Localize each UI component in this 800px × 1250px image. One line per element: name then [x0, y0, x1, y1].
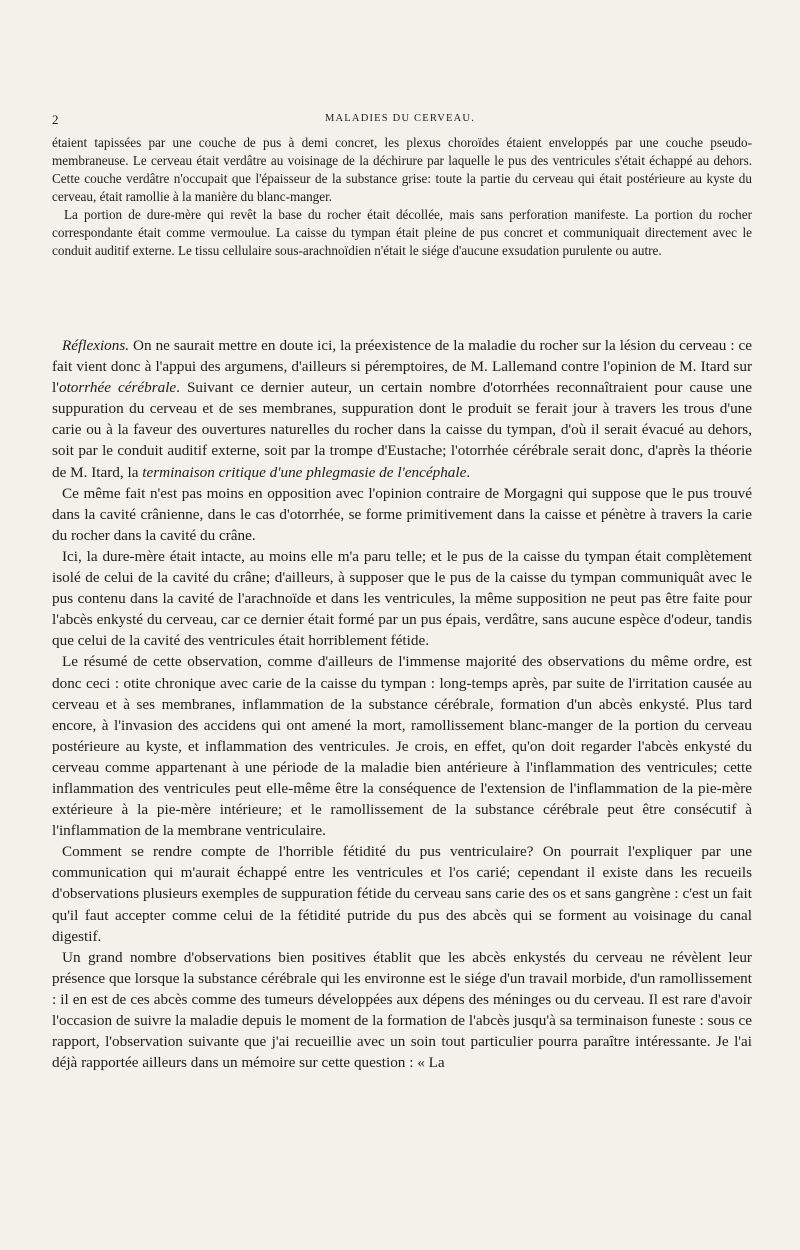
body-paragraph: Le résumé de cette observation, comme d'ailleurs de l'immense majorité des observations du même ordre, est donc ceci : otite chronique avec carie de la caisse du tympan : long-temps après, par suite de l'irritation causée au cerveau et à ses membranes, inflammation de la substance cérébrale, formation d'un abcès enkysté. Plus tard encore, à l'invasion des accidens qui ont amené la mort, ramollissement blanc-manger de la portion du cerveau postérieure au kyste, et inflammation des ventricules. Je crois, en effet, qu'on doit regarder l'abcès enkysté du cerveau comme appartenant à une période de la maladie bien antérieure à l'inflammation des ventricules; cette inflammation des ventricules peut elle-même être la conséquence de l'extension de l'inflammation de la pie-mère extérieure à la pie-mère intérieure; et le ramollissement de la substance cérébrale peut être consécutif à l'inflammation de la membrane ventriculaire.: [52, 653, 752, 840]
page-header: [52, 112, 748, 132]
reflexions-text: On ne saurait mettre en doute ici, la préexistence de la maladie du rocher sur la lésion du cerveau : ce fait vient donc à l'appui des argumens, d'ailleurs si péremptoires, de M. Lallemand contre l'opinion de M. Itard sur l': [52, 337, 752, 397]
running-title: MALADIES DU CERVEAU.: [324, 113, 476, 124]
observation-text: [52, 134, 752, 260]
reflexions-heading: Réflexions.: [62, 337, 130, 354]
reflexions-text: .: [466, 463, 471, 481]
observation-paragraph: La portion de dure-mère qui revêt la base du rocher était décollée, mais sans perforation manifeste. La portion du rocher correspondante était comme vermoulue. La caisse du tympan était pleine de pus concret et communiquait directement avec le conduit auditif externe. Le tissu cellulaire sous-arachnoïdien n'était le siége d'aucune exsudation purulente ou autre.: [52, 207, 752, 258]
body-paragraph: Comment se rendre compte de l'horrible fétidité du pus ventriculaire? On pourrait l'expliquer par une communication qui m'aurait échappé entre les ventricules et l'os carié; cependant il existe dans les recueils d'observations plusieurs exemples de suppuration fétide du cerveau sans carie des os et sans gangrène : c'est un fait qu'il faut accepter comme celui de la fétidité putride du pus des abcès qui se forment au voisinage du canal digestif.: [52, 843, 752, 945]
reflexions-paragraph: [52, 335, 752, 483]
body-paragraph: Ici, la dure-mère était intacte, au moins elle m'a paru telle; et le pus de la caisse du tympan était complètement isolé de celui de la cavité du crâne; d'ailleurs, à supposer que le pus de la caisse du tympan communiquât avec le pus contenu dans la cavité de l'arachnoïde et dans les ventricules, la même supposition ne peut pas être faite pour l'abcès enkysté du cerveau, car ce dernier était formé par un pus épais, verdâtre, sans aucune espèce d'odeur, tandis que celui de la cavité des ventricules était horriblement fétide.: [52, 547, 752, 650]
body-paragraph: Ce même fait n'est pas moins en opposition avec l'opinion contraire de Morgagni qui suppose que le pus trouvé dans la cavité crânienne, dans le cas d'otorrhée, se forme primitivement dans la caisse et pénètre à travers la carie du rocher dans la cavité du crâne.: [52, 484, 752, 544]
reflexions-section: [52, 335, 752, 1073]
body-paragraph: Un grand nombre d'observations bien positives établit que les abcès enkystés du cerveau ne révèlent leur présence que lorsque la substance cérébrale qui les environne est le siége d'un travail morbide, d'un ramollissement : il en est de ces abcès comme des tumeurs développées aux dépens des méninges ou du cerveau. Il est rare d'avoir l'occasion de suivre la maladie depuis le moment de la formation de l'abcès jusqu'à sa terminaison funeste : sous ce rapport, l'observation suivante que j'ai recueillie avec un soin tout particulier pourra paraître intéressante. Je l'ai déjà rapportée ailleurs dans un mémoire sur cette question : « La: [52, 948, 752, 1072]
italic-term: otorrhée cérébrale: [58, 379, 177, 397]
observation-paragraph: étaient tapissées par une couche de pus à demi concret, les plexus choroïdes étaient enveloppés par une couche pseudo-membraneuse. Le cerveau était verdâtre au voisinage de la déchirure par laquelle le pus des ventricules s'était échappé au dehors. Cette couche verdâtre n'occupait que l'épaisseur de la substance grise: toute la partie du cerveau qui était postérieure au kyste du cerveau, était ramollie à la manière du blanc-manger.: [52, 135, 752, 204]
reflexions-text: . Suivant ce dernier auteur, un certain nombre d'otorrhées reconnaîtraient pour cause une suppuration du cerveau et de ses membranes, suppuration dont le produit se ferait jour à travers les trous d'une carie ou à la faveur des ouvertures naturelles du rocher dans la caisse du tympan, d'où il serait évacué au dehors, soit par le conduit auditif externe, soit par la trompe d'Eustache; l'otorrhée cérébrale serait donc, d'après la théorie de M. Itard, la: [52, 379, 752, 481]
page-number: 2: [52, 112, 59, 127]
italic-term: terminaison critique d'une phlegmasie de l'encéphale: [142, 463, 467, 481]
